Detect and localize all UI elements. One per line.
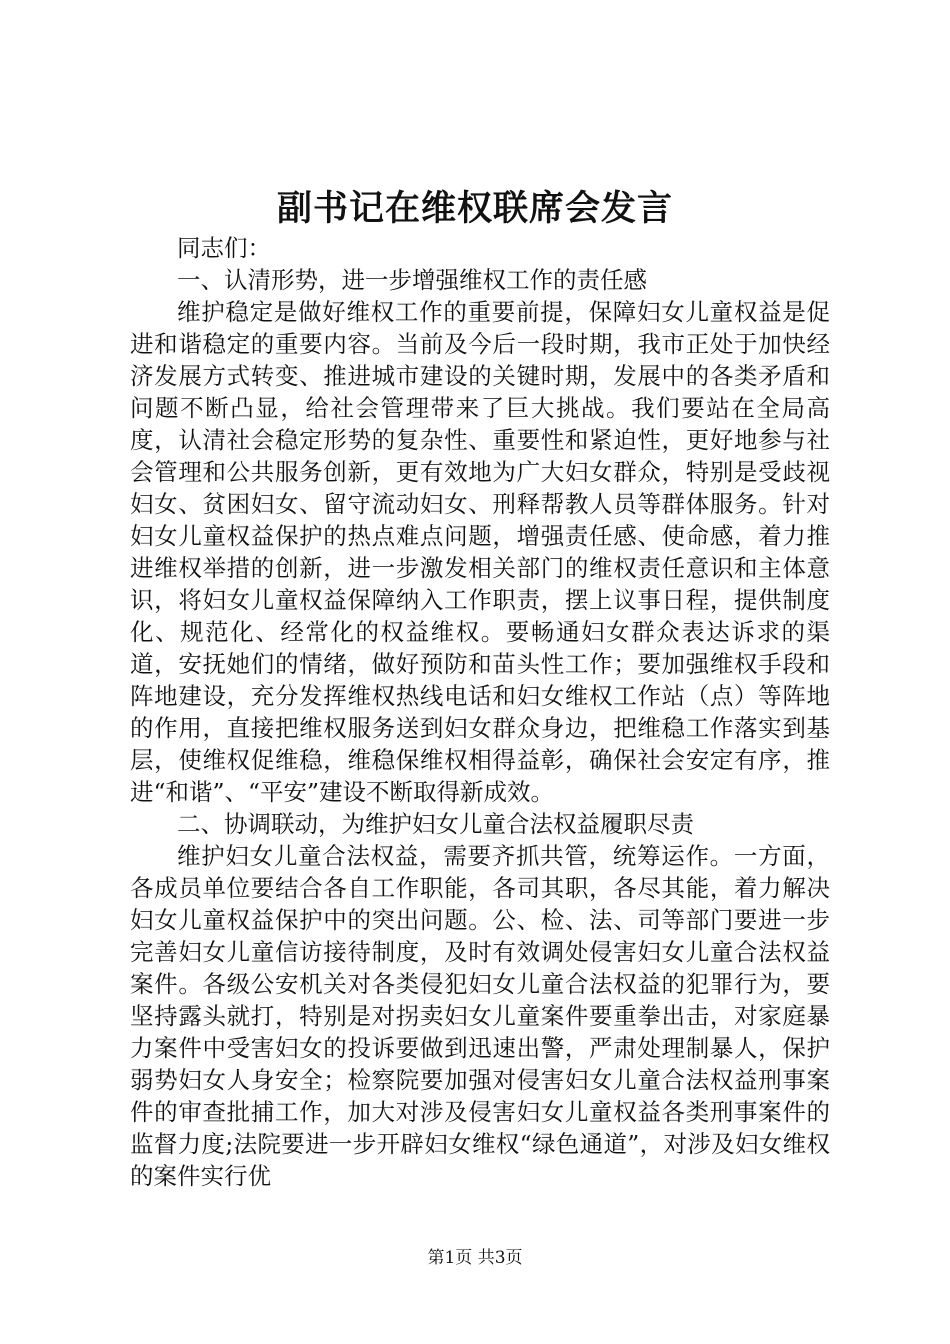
page-footer: 第1页 共3页 — [427, 1248, 523, 1268]
salutation: 同志们： — [177, 234, 271, 262]
section-heading-2: 二、协调联动，为维护妇女儿童合法权益履职尽责 — [177, 810, 694, 838]
section-heading-1: 一、认清形势，进一步增强维权工作的责任感 — [177, 266, 647, 294]
document-title: 副书记在维权联席会发言 — [276, 188, 673, 229]
paragraph: 维护稳定是做好维权工作的重要前提，保障妇女儿童权益是促进和谐稳定的重要内容。当前及今后一段时期，我市正处于加快经济发展方式转变、推进城市建设的关键时期，发展中的各类矛盾和问题不断凸显，给社会管理带来了巨大挑战。我们要站在全局高度，认清社会稳定形势的复杂性、重要性和紧迫性，更好地参与社会管理和公共服务创新，更有效地为广大妇女群众，特别是受歧视妇女、贫困妇女、留守流动妇女、刑释帮教人员等群体服务。针对妇女儿童权益保护的热点难点问题，增强责任感、使命感，着力推进维权举措的创新，进一步激发相关部门的维权责任意识和主体意识，将妇女儿童权益保障纳入工作职责，摆上议事日程，提供制度化、规范化、经常化的权益维权。要畅通妇女群众表达诉求的渠道，安抚她们的情绪，做好预防和苗头性工作；要加强维权手段和阵地建设，充分发挥维权热线电话和妇女维权工作站（点）等阵地的作用，直接把维权服务送到妇女群众身边，把维稳工作落实到基层，使维权促维稳，维稳保维权相得益彰，确保社会安定有序，推进“和谐”、“平安”建设不断取得新成效。 — [130, 298, 830, 806]
paragraph: 维护妇女儿童合法权益，需要齐抓共管，统筹运作。一方面，各成员单位要结合各自工作职能，各司其职，各尽其能，着力解决妇女儿童权益保护中的突出问题。公、检、法、司等部门要进一步完善妇女儿童信访接待制度，及时有效调处侵害妇女儿童合法权益案件。各级公安机关对各类侵犯妇女儿童合法权益的犯罪行为，要坚持露头就打，特别是对拐卖妇女儿童案件要重拳出击，对家庭暴力案件中受害妇女的投诉要做到迅速出警，严肃处理制暴人，保护弱势妇女人身安全；检察院要加强对侵害妇女儿童合法权益刑事案件的审查批捕工作，加大对涉及侵害妇女儿童权益各类刑事案件的监督力度;法院要进一步开辟妇女维权“绿色通道”，对涉及妇女维权的案件实行优 — [130, 842, 830, 1190]
document-body — [130, 232, 830, 1192]
